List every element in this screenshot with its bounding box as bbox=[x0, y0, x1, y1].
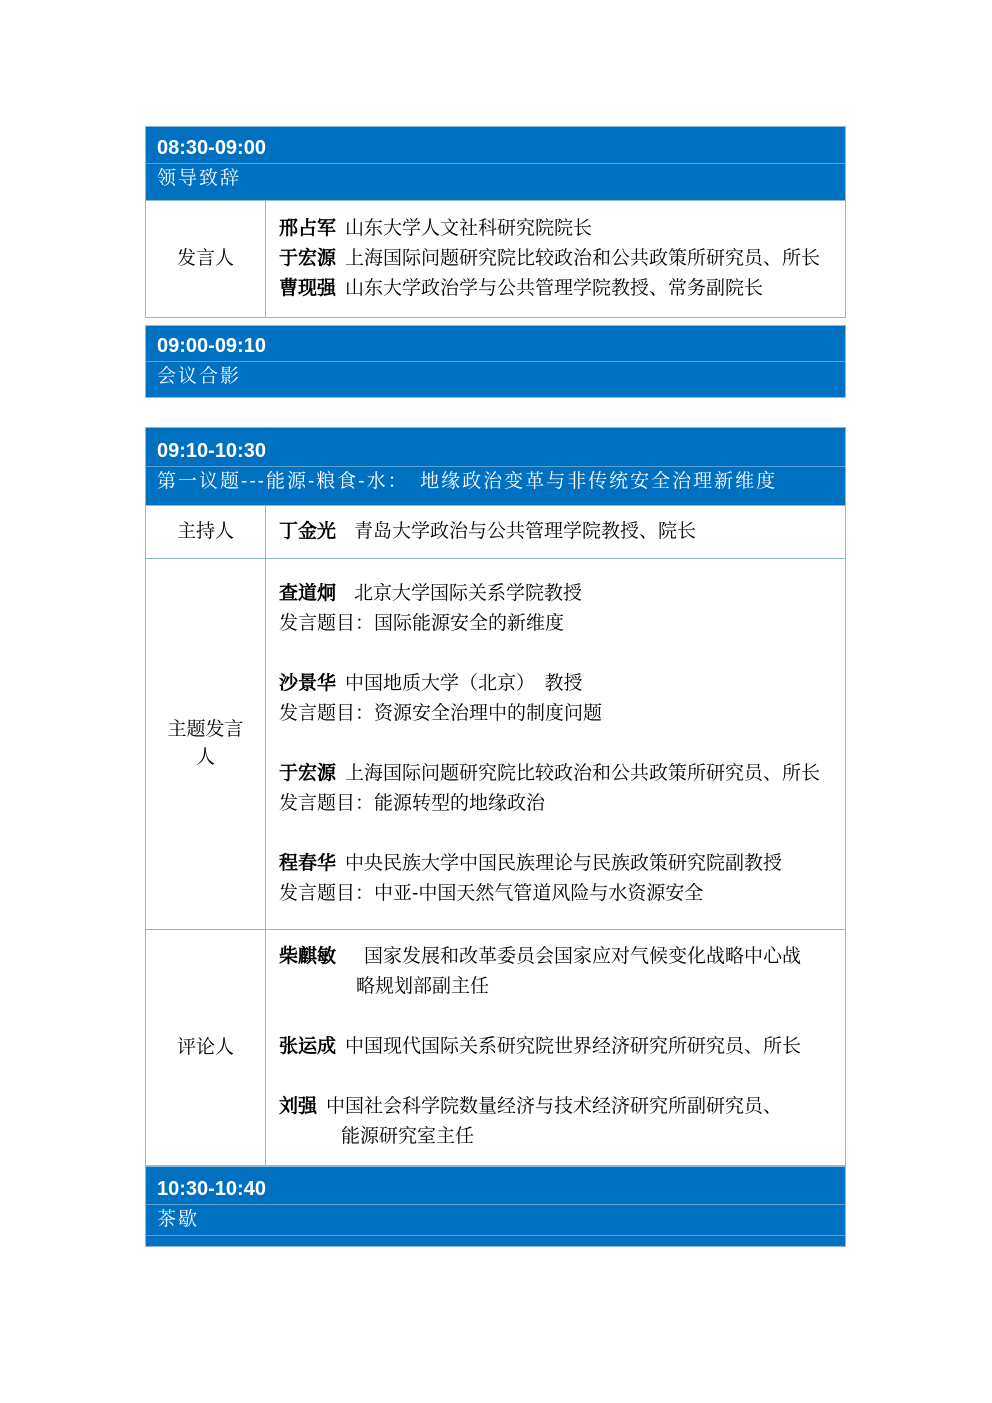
time-header-tea-break bbox=[145, 1166, 846, 1247]
speaker-name: 于宏源 bbox=[279, 763, 337, 784]
speaker-line bbox=[279, 669, 839, 699]
session-title: 茶歇 bbox=[146, 1205, 845, 1236]
speaker-line bbox=[279, 849, 839, 879]
speaker-entry bbox=[279, 244, 839, 274]
keynote-entry bbox=[279, 849, 839, 909]
row-label-keynote: 主题发言人 bbox=[146, 559, 266, 929]
speaker-affiliation: 中国现代国际关系研究院世界经济研究所研究员、所长 bbox=[345, 1036, 802, 1057]
speaker-name: 沙景华 bbox=[279, 673, 337, 694]
agenda-table bbox=[145, 126, 846, 1247]
keynote-entry bbox=[279, 579, 839, 639]
speaker-topic: 发言题目：资源安全治理中的制度问题 bbox=[279, 703, 603, 724]
session-title: 会议合影 bbox=[157, 366, 242, 387]
speaker-name: 刘强 bbox=[279, 1096, 318, 1117]
speaker-name: 于宏源 bbox=[279, 248, 337, 269]
row-label-speakers: 发言人 bbox=[146, 201, 266, 317]
time-range: 09:10-10:30 bbox=[146, 436, 845, 467]
speaker-affiliation: 青岛大学政治与公共管理学院教授、院长 bbox=[354, 521, 697, 542]
keynote-speakers-list bbox=[266, 559, 845, 929]
keynote-entry bbox=[279, 759, 839, 819]
time-range: 08:30-09:00 bbox=[146, 133, 845, 164]
speaker-name: 张运成 bbox=[279, 1036, 337, 1057]
speaker-line bbox=[279, 1032, 839, 1062]
moderator-row bbox=[145, 506, 846, 559]
row-label-commentators: 评论人 bbox=[146, 930, 266, 1165]
speaker-affiliation: 上海国际问题研究院比较政治和公共政策所研究员、所长 bbox=[345, 763, 821, 784]
speaker-name: 曹现强 bbox=[279, 278, 337, 299]
speaker-entry bbox=[279, 214, 839, 244]
speaker-line bbox=[279, 579, 839, 609]
speaker-affiliation: 中央民族大学中国民族理论与民族政策研究院副教授 bbox=[345, 853, 783, 874]
speaker-line bbox=[279, 942, 839, 972]
time-header-photo bbox=[145, 325, 846, 398]
speaker-name: 邢占军 bbox=[279, 218, 337, 239]
speaker-topic: 发言题目：中亚-中国天然气管道风险与水资源安全 bbox=[279, 883, 704, 904]
session-title: 第一议题---能源-粮食-水： 地缘政治变革与非传统安全治理新维度 bbox=[157, 471, 778, 492]
speaker-affiliation: 北京大学国际关系学院教授 bbox=[354, 583, 583, 604]
speaker-affiliation: 上海国际问题研究院比较政治和公共政策所研究员、所长 bbox=[345, 248, 821, 269]
opening-speakers-list bbox=[266, 201, 845, 317]
speaker-line bbox=[279, 759, 839, 789]
time-header-opening bbox=[145, 126, 846, 201]
speaker-topic: 发言题目：能源转型的地缘政治 bbox=[279, 793, 546, 814]
speaker-affiliation: 山东大学政治学与公共管理学院教授、常务副院长 bbox=[345, 278, 764, 299]
time-header-session1 bbox=[145, 427, 846, 506]
commentator-entry bbox=[279, 942, 839, 1002]
time-range: 10:30-10:40 bbox=[146, 1174, 845, 1205]
keynote-speakers-row bbox=[145, 559, 846, 930]
opening-speakers-row bbox=[145, 201, 846, 318]
speaker-name: 丁金光 bbox=[279, 521, 337, 542]
header-filler bbox=[146, 1236, 845, 1246]
speaker-affiliation: 中国地质大学（北京） 教授 bbox=[345, 673, 583, 694]
commentators-row bbox=[145, 930, 846, 1166]
commentators-list bbox=[266, 930, 845, 1165]
row-label-moderator: 主持人 bbox=[146, 506, 266, 558]
commentator-entry bbox=[279, 1092, 839, 1152]
speaker-name: 查道炯 bbox=[279, 583, 337, 604]
speaker-affiliation: 中国社会科学院数量经济与技术经济研究所副研究员、 bbox=[326, 1096, 783, 1117]
speaker-entry bbox=[279, 274, 839, 304]
keynote-entry bbox=[279, 669, 839, 729]
speaker-line bbox=[279, 1092, 839, 1122]
speaker-name: 柴麒敏 bbox=[279, 946, 337, 967]
speaker-affiliation-continued: 略规划部副主任 bbox=[356, 976, 490, 997]
speaker-entry bbox=[279, 517, 839, 547]
session-title: 领导致辞 bbox=[157, 168, 242, 189]
speaker-affiliation-continued: 能源研究室主任 bbox=[341, 1126, 475, 1147]
speaker-name: 程春华 bbox=[279, 853, 337, 874]
speaker-affiliation: 国家发展和改革委员会国家应对气候变化战略中心战 bbox=[364, 946, 802, 967]
speaker-affiliation: 山东大学人文社科研究院院长 bbox=[345, 218, 593, 239]
moderator-entry bbox=[266, 506, 845, 558]
time-range: 09:00-09:10 bbox=[146, 331, 845, 362]
speaker-topic: 发言题目：国际能源安全的新维度 bbox=[279, 613, 565, 634]
commentator-entry bbox=[279, 1032, 839, 1062]
